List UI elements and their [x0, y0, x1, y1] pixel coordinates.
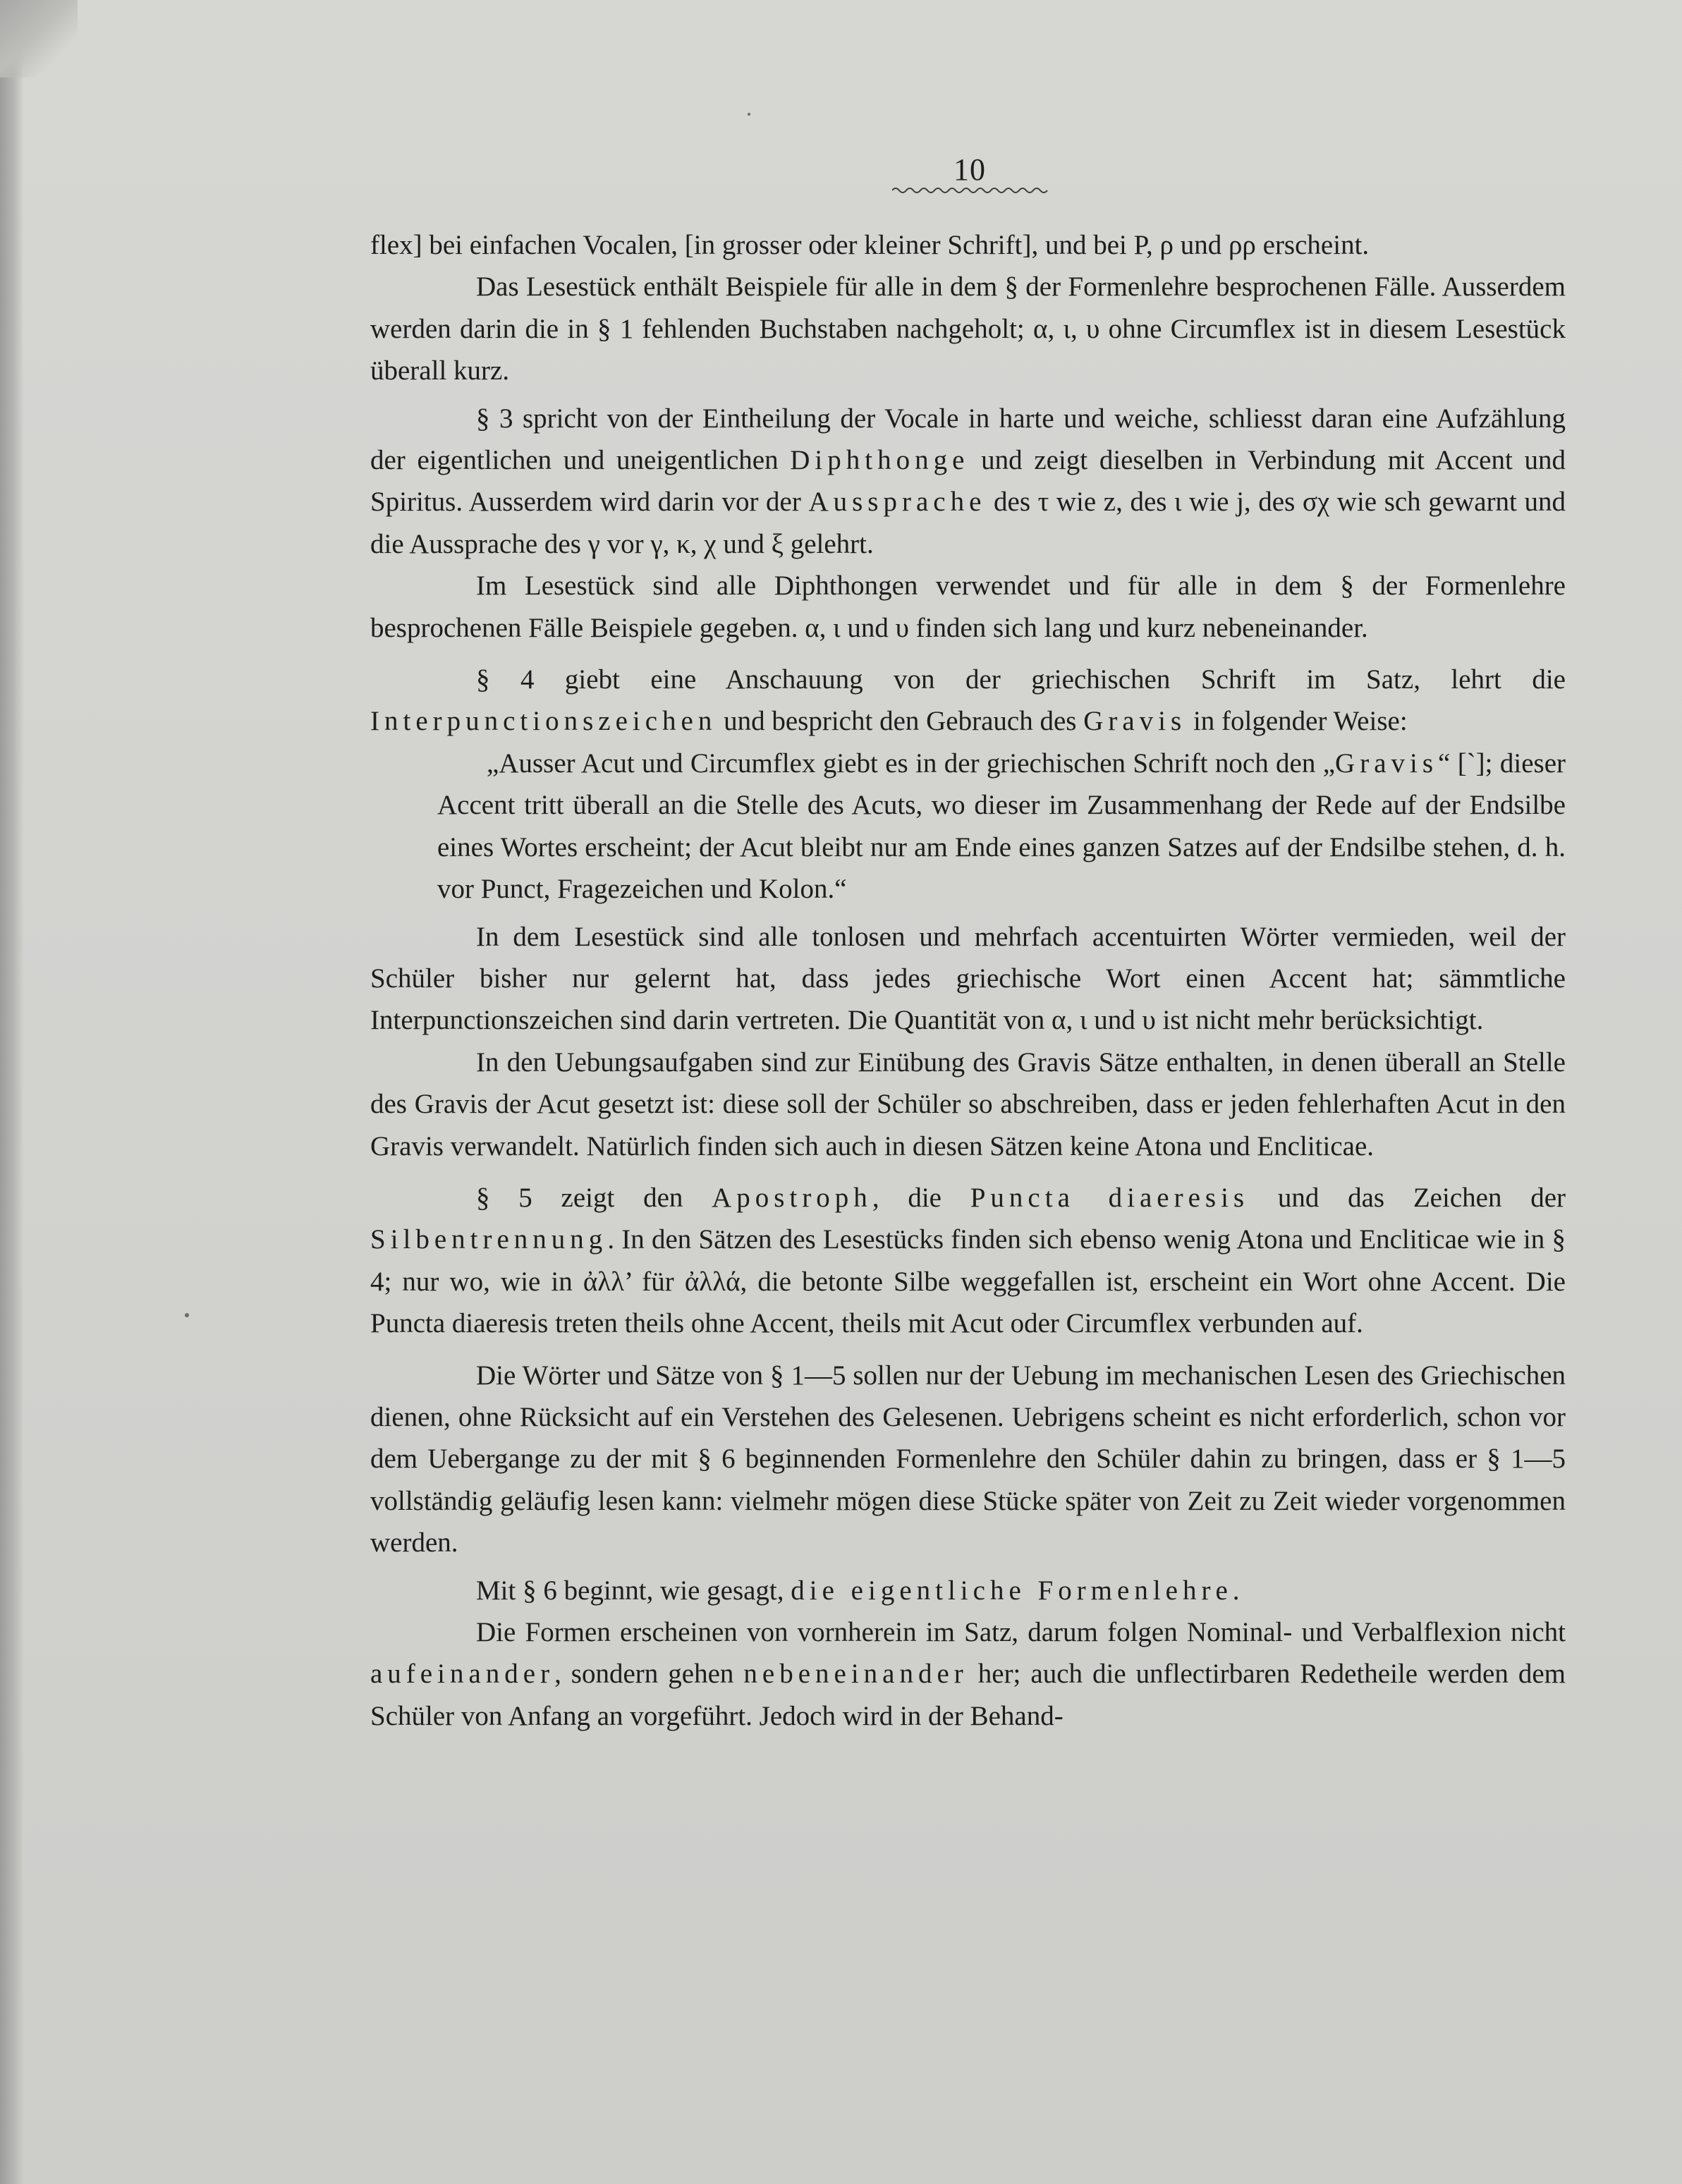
paragraph-woerter-saetze: Die Wörter und Sätze von § 1—5 sollen nur der Uebung im mechanischen Lesen des Griechischen dienen, ohne Rücksicht auf ein Verstehen des Gelesenen. Uebrigens scheint es nicht erforderlich, schon vor dem Uebergange zu der mit § 6 beginnenden Formenlehre den Schüler dahin zu bringen, dass er § 1—5 vollständig geläufig lesen kann: vielmehr mögen diese Stücke später von Zeit zu Zeit wieder vorgenommen werden.	[370, 1360, 1566, 1558]
term-nebeneinander: nebeneinander	[743, 1659, 968, 1690]
paragraph-section-4: § 4 giebt eine Anschauung von der griechischen Schrift im Satz, lehrt die Interpunctionszeichen und bespricht den Gebrauch des Gravis in folgender Weise:	[370, 664, 1566, 737]
paragraph-diphthongen: Im Lesestück sind alle Diphthongen verwendet und für alle in dem § der Formenlehre besprochenen Fälle Beispiele gegeben. α, ι und υ finden sich lang und kurz nebeneinander.	[370, 571, 1566, 643]
quote-gravis-rule: „Ausser Acut und Circumflex giebt es in der griechischen Schrift noch den „Gravis“ [`]; dieser Accent tritt überall an die Stelle des Acuts, wo dieser im Zusammenhang der Rede auf der Endsilbe eines Wortes erscheint; der Acut bleibt nur am Ende eines ganzen Satzes auf der Endsilbe stehen, d. h. vor Punct, Fragezeichen und Kolon.“	[437, 748, 1566, 905]
paragraph-lesestueck: Das Lesestück enthält Beispiele für alle in dem § der Formenlehre besprochenen Fälle. Ausserdem werden darin die in § 1 fehlenden Buchstaben nachgeholt; α, ι, υ ohne Circumflex ist in diesem Lesestück überall kurz.	[370, 272, 1566, 386]
paragraph-section-3: § 3 spricht von der Eintheilung der Vocale in harte und weiche, schliesst daran eine Aufzählung der eigentlichen und uneigentlichen Diphthonge und zeigt dieselben in Verbindung mit Accent und Spiritus. Ausserdem wird darin vor der Aussprache des τ wie z, des ι wie j, des σχ wie sch gewarnt und die Aussprache des γ vor γ, κ, χ und ξ gelehrt.	[370, 403, 1566, 559]
paper-speck	[185, 1313, 189, 1317]
term-gravis: Gravis	[1083, 706, 1187, 737]
term-silbentrennung: Silbentrennung	[370, 1224, 608, 1255]
paragraph-formen: Die Formen erscheinen von vornherein im Satz, darum folgen Nominal- und Verbalflexion nicht aufeinander, sondern gehen nebeneinander her; auch die unflectirbaren Redetheile werden dem Schüler von Anfang an vorgeführt. Jedoch wird in der Behand-	[370, 1617, 1566, 1731]
term-aufeinander: aufeinander	[370, 1659, 555, 1690]
term-aussprache: Aussprache	[808, 487, 987, 518]
paragraph-tonlose-woerter: In dem Lesestück sind alle tonlosen und mehrfach accentuirten Wörter vermieden, weil der Schüler bisher nur gelernt hat, dass jedes griechische Wort einen Accent hat; sämmtliche Interpunctionszeichen sind darin vertreten. Die Quantität von α, ι und υ ist nicht mehr berücksichtigt.	[370, 921, 1566, 1036]
paragraph-continuation: flex] bei einfachen Vocalen, [in grosser oder kleiner Schrift], und bei Ρ, ρ und ρρ erscheint.	[370, 230, 1370, 260]
paragraph-section-6: Mit § 6 beginnt, wie gesagt, die eigentliche Formenlehre.	[476, 1575, 1240, 1606]
term-gravis-quoted: Gravis	[1335, 748, 1439, 779]
page-corner-fold	[0, 0, 78, 78]
paper-speck	[748, 113, 750, 116]
paragraph-uebungsaufgaben: In den Uebungsaufgaben sind zur Einübung des Gravis Sätze enthalten, in denen überall an Stelle des Gravis der Acut gesetzt ist: diese soll der Schüler so abschreiben, dass er jeden fehlerhaften Acut in den Gravis verwandelt. Natürlich finden sich auch in diesen Sätzen keine Atona und Encliticae.	[370, 1047, 1566, 1161]
term-puncta-diaeresis: Puncta diaeresis	[970, 1182, 1250, 1213]
page-number: 10	[953, 152, 986, 187]
page-edge-shadow	[0, 0, 24, 2184]
paragraph-section-5: § 5 zeigt den Apostroph, die Puncta diaeresis und das Zeichen der Silbentrennung. In den Sätzen des Lesestücks finden sich ebenso wenig Atona und Encliticae wie in § 4; nur wo, wie in ἀλλ’ für ἀλλά, die betonte Silbe weggefallen ist, erscheint ein Wort ohne Accent. Die Puncta diaeresis treten theils ohne Accent, theils mit Acut oder Circumflex verbunden auf.	[370, 1182, 1566, 1339]
term-diphthonge: Diphthonge	[790, 445, 970, 476]
wavy-rule-ornament	[892, 185, 1051, 195]
term-interpunctionszeichen: Interpunctionszeichen	[370, 706, 717, 737]
body-text	[370, 224, 1566, 1737]
term-eigentliche-formenlehre: die eigentliche Formenlehre	[791, 1575, 1233, 1606]
term-apostroph: Apostroph	[712, 1182, 872, 1213]
